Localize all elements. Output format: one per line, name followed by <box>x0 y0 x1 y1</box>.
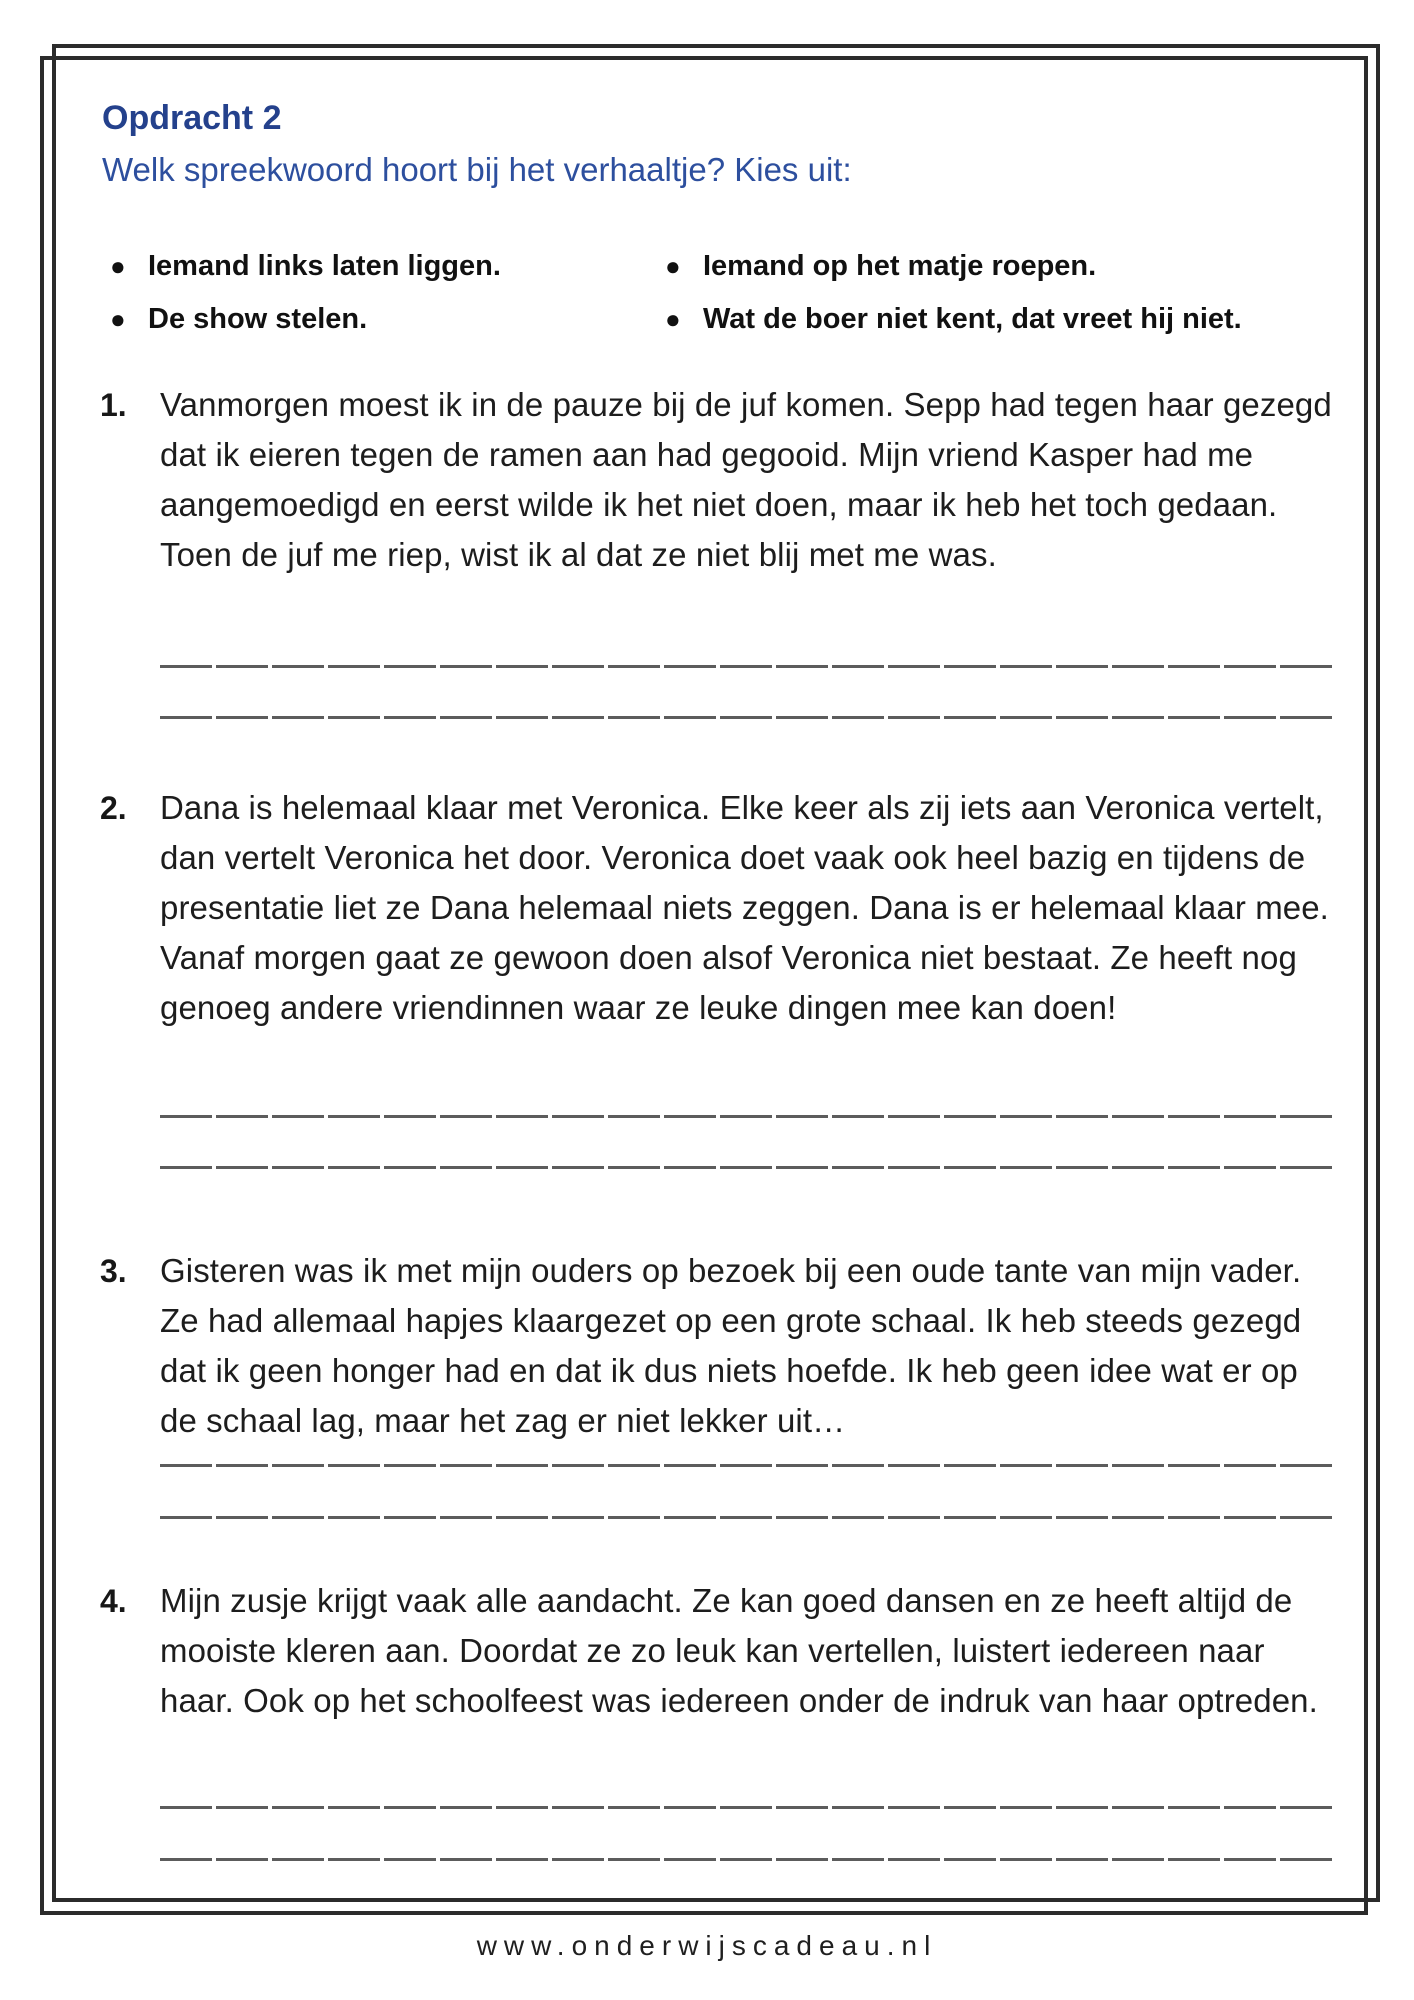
story-text: Gisteren was ik met mijn ouders op bezoek bij een oude tante van mijn vader. Ze had allemaal hapjes klaargezet op een grote schaal. Ik heb steeds gezegd dat ik geen honger had en dat ik dus niets hoefde. Ik heb geen idee wat er op de schaal lag, maar het zag er niet lekker uit… <box>160 1252 1302 1439</box>
story-text: Dana is helemaal klaar met Veronica. Elke keer als zij iets aan Veronica vertelt, dan vertelt Veronica het door. Veronica doet vaak ook heel bazig en tijdens de presentatie liet ze Dana helemaal niets zeggen. Dana is er helemaal klaar mee. Vanaf morgen gaat ze gewoon doen alsof Veronica niet bestaat. Ze heeft nog genoeg andere vriendinnen waar ze leuke dingen mee kan doen! <box>160 789 1329 1026</box>
proverb-choice <box>110 240 665 293</box>
story-number: 1. <box>100 387 127 423</box>
answer-line <box>160 1464 1336 1467</box>
story-item <box>100 1246 1336 1446</box>
story-number: 3. <box>100 1253 127 1289</box>
proverb-choice-label: Iemand op het matje roepen. <box>703 250 1097 282</box>
story-text: Vanmorgen moest ik in de pauze bij de juf komen. Sepp had tegen haar gezegd dat ik eieren tegen de ramen aan had gegooid. Mijn vriend Kasper had me aangemoedigd en eerst wilde ik het niet doen, maar ik heb het toch gedaan. Toen de juf me riep, wist ik al dat ze niet blij met me was. <box>160 386 1332 573</box>
page-title: Opdracht 2 <box>102 99 282 137</box>
answer-line <box>160 1516 1336 1519</box>
bullet-icon: ● <box>110 251 126 281</box>
proverb-choice-label: Wat de boer niet kent, dat vreet hij niet. <box>703 303 1242 335</box>
answer-line <box>160 665 1336 668</box>
answer-line <box>160 1806 1336 1809</box>
answer-line <box>160 1115 1336 1118</box>
story-number: 2. <box>100 790 127 826</box>
story-item <box>100 380 1336 580</box>
story-text: Mijn zusje krijgt vaak alle aandacht. Ze kan goed dansen en ze heeft altijd de mooiste kleren aan. Doordat ze zo leuk kan vertellen, luistert iedereen naar haar. Ook op het schoolfeest was iedereen onder de indruk van haar optreden. <box>160 1582 1318 1719</box>
page-subtitle: Welk spreekwoord hoort bij het verhaaltje? Kies uit: <box>102 151 852 188</box>
story-item <box>100 1576 1336 1726</box>
proverb-choice-label: Iemand links laten liggen. <box>148 250 501 282</box>
proverb-choice-label: De show stelen. <box>148 303 368 335</box>
answer-line <box>160 1858 1336 1861</box>
bullet-icon: ● <box>665 304 681 334</box>
proverb-choice <box>665 240 1340 293</box>
proverb-choice-list <box>110 240 1340 346</box>
story-number: 4. <box>100 1583 127 1619</box>
answer-line <box>160 1166 1336 1169</box>
proverb-choice <box>665 293 1340 346</box>
bullet-icon: ● <box>110 304 126 334</box>
answer-line <box>160 716 1336 719</box>
proverb-choice <box>110 293 665 346</box>
story-item <box>100 783 1336 1033</box>
worksheet-header <box>102 96 1282 192</box>
website-footer: www.onderwijscadeau.nl <box>476 1930 938 1961</box>
bullet-icon: ● <box>665 251 681 281</box>
